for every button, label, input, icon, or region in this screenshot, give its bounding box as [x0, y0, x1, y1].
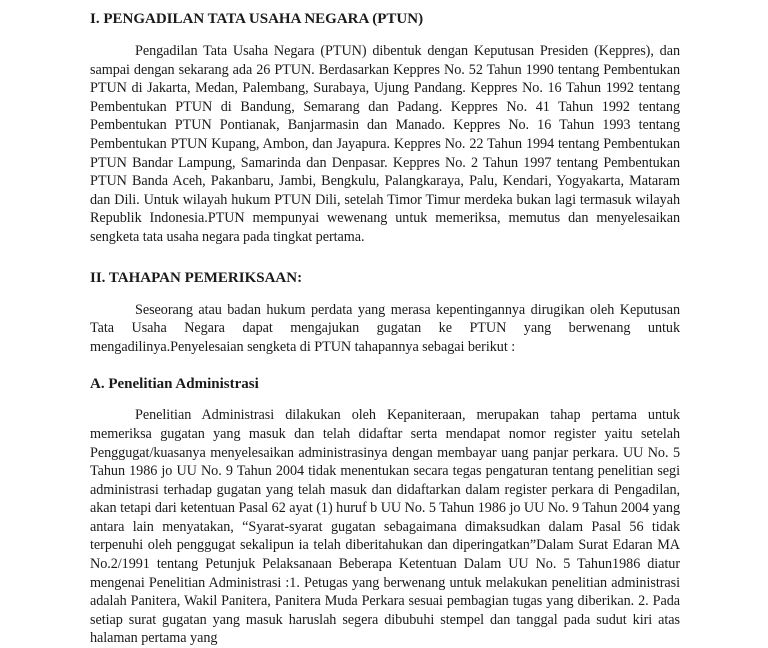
- section-paragraph-tahapan: Seseorang atau badan hukum perdata yang merasa kepentingannya dirugikan oleh Keputusan Tata Usaha Negara dapat mengajukan gugatan ke PTUN yang berwenang untuk mengadilinya.Penyelesaian sengketa di PTUN tahapannya sebagai berikut :: [90, 301, 680, 355]
- section-heading-penelitian: A. Penelitian Administrasi: [90, 376, 259, 393]
- section-heading-tahapan: II. TAHAPAN PEMERIKSAAN:: [90, 269, 303, 286]
- section-paragraph-penelitian: Penelitian Administrasi dilakukan oleh Kepaniteraan, merupakan tahap pertama untuk memeriksa gugatan yang masuk dan telah didaftar serta mendapat nomor register yaitu setelah Penggugat/kuasanya menyelesaikan administrasinya dengan membayar uang panjar perkara. UU No. 5 Tahun 1986 jo UU No. 9 Tahun 2004 tidak menentukan secara tegas pengaturan tentang penelitian segi administrasi terhadap gugatan yang telah masuk dan didaftarkan dalam register perkara di Pengadilan, akan tetapi dari ketentuan Pasal 62 ayat (1) huruf b UU No. 5 Tahun 1986 jo UU No. 9 Tahun 2004 yang antara lain menyatakan, “Syarat-syarat gugatan sebagaimana dimaksudkan dalam Pasal 56 tidak terpenuhi oleh penggugat sekalipun ia telah diberitahukan dan diperingatkan”Dalam Surat Edaran MA No.2/1991 tentang Petunjuk Pelaksanaan Beberapa Ketentuan Dalam UU No. 5 Tahun1986 diatur mengenai Penelitian Administrasi :1. Petugas yang berwenang untuk melakukan penelitian administrasi adalah Panitera, Wakil Panitera, Panitera Muda Perkara sesuai pembagian tugas yang diberikan. 2. Pada setiap surat gugatan yang masuk haruslah segera dibubuhi stempel dan tanggal pada sudut kiri atas halaman pertama yang: [90, 407, 680, 647]
- section-heading-ptun: I. PENGADILAN TATA USAHA NEGARA (PTUN): [90, 11, 424, 27]
- section-paragraph-ptun: Pengadilan Tata Usaha Negara (PTUN) dibentuk dengan Keputusan Presiden (Keppres), dan sampai dengan sekarang ada 26 PTUN. Berdasarkan Keppres No. 52 Tahun 1990 tentang Pembentukan PTUN di Jakarta, Medan, Palembang, Surabaya, Ujung Pandang. Keppres No. 16 Tahun 1992 tentang Pembentukan PTUN di Bandung, Semarang dan Padang. Keppres No. 41 Tahun 1992 tentang Pembentukan PTUN Pontianak, Banjarmasin dan Manado. Keppres No. 16 Tahun 1993 tentang Pembentukan PTUN Kupang, Ambon, dan Jayapura. Keppres No. 22 Tahun 1994 tentang Pembentukan PTUN Bandar Lampung, Samarinda dan Denpasar. Keppres No. 2 Tahun 1997 tentang Pembentukan PTUN Banda Aceh, Pakanbaru, Jambi, Bengkulu, Palangkaraya, Palu, Kendari, Yogyakarta, Mataram dan Dili. Untuk wilayah hukum PTUN Dili, setelah Timor Timur merdeka bukan lagi termasuk wilayah Republik Indonesia.PTUN mempunyai wewenang untuk memeriksa, memutus dan menyelesaikan sengketa tata usaha negara pada tingkat pertama.: [90, 43, 680, 245]
